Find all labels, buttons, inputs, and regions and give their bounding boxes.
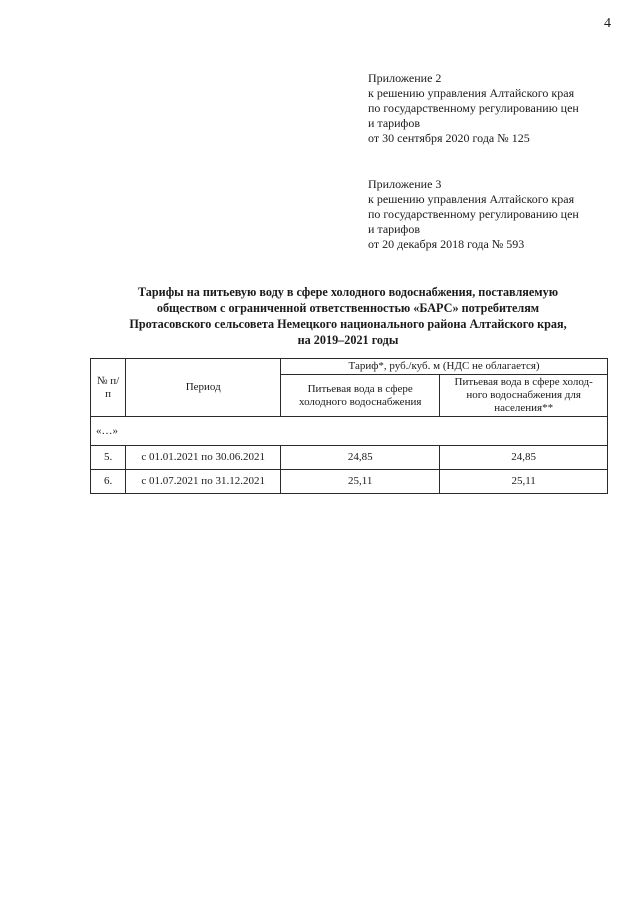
appendix-3-date: от 20 декабря 2018 года № 593 <box>368 237 525 251</box>
appendix-3-line: и тарифов <box>368 222 421 236</box>
appendix-2-title: Приложение 2 <box>368 71 442 85</box>
title-line: на 2019–2021 годы <box>297 333 399 347</box>
appendix-3-line: по государственному регулированию цен <box>368 207 579 221</box>
document-title <box>88 284 608 348</box>
ellipsis-cell: «…» <box>91 417 608 446</box>
row-tariff-population: 24,85 <box>440 446 608 470</box>
header-tariff: Тариф*, руб./куб. м (НДС не облагается) <box>281 359 608 375</box>
page-number: 4 <box>604 16 611 31</box>
appendix-3-line: к решению управления Алтайского края <box>368 192 575 206</box>
appendix-2-line: и тарифов <box>368 116 421 130</box>
row-period: с 01.07.2021 по 31.12.2021 <box>126 470 281 494</box>
header-cold-water: Питьевая вода в сфере холодного водоснабжения <box>281 375 440 417</box>
header-number: № п/п <box>91 359 126 417</box>
table-row <box>91 470 608 494</box>
table-row <box>91 446 608 470</box>
title-line: Тарифы на питьевую воду в сфере холодного водоснабжения, поставляемую <box>137 285 559 299</box>
header-period: Период <box>126 359 281 417</box>
appendix-3-reference <box>368 177 618 252</box>
row-number: 5. <box>91 446 126 470</box>
table-header-row <box>91 359 608 375</box>
header-cold-water-population: Питьевая вода в сфере холод-ного водоснабжения для населения** <box>440 375 608 417</box>
row-tariff-population: 25,11 <box>440 470 608 494</box>
row-tariff-cold-water: 25,11 <box>281 470 440 494</box>
title-line: Протасовского сельсовета Немецкого национального района Алтайского края, <box>129 317 567 331</box>
appendix-2-line: к решению управления Алтайского края <box>368 86 575 100</box>
row-number: 6. <box>91 470 126 494</box>
table-row-ellipsis <box>91 417 608 446</box>
appendix-2-reference <box>368 71 618 146</box>
appendix-2-line: по государственному регулированию цен <box>368 101 579 115</box>
title-line: обществом с ограниченной ответственностью «БАРС» потребителям <box>156 301 540 315</box>
appendix-2-date: от 30 сентября 2020 года № 125 <box>368 131 530 145</box>
row-period: с 01.01.2021 по 30.06.2021 <box>126 446 281 470</box>
row-tariff-cold-water: 24,85 <box>281 446 440 470</box>
appendix-3-title: Приложение 3 <box>368 177 442 191</box>
tariff-table <box>90 358 608 494</box>
